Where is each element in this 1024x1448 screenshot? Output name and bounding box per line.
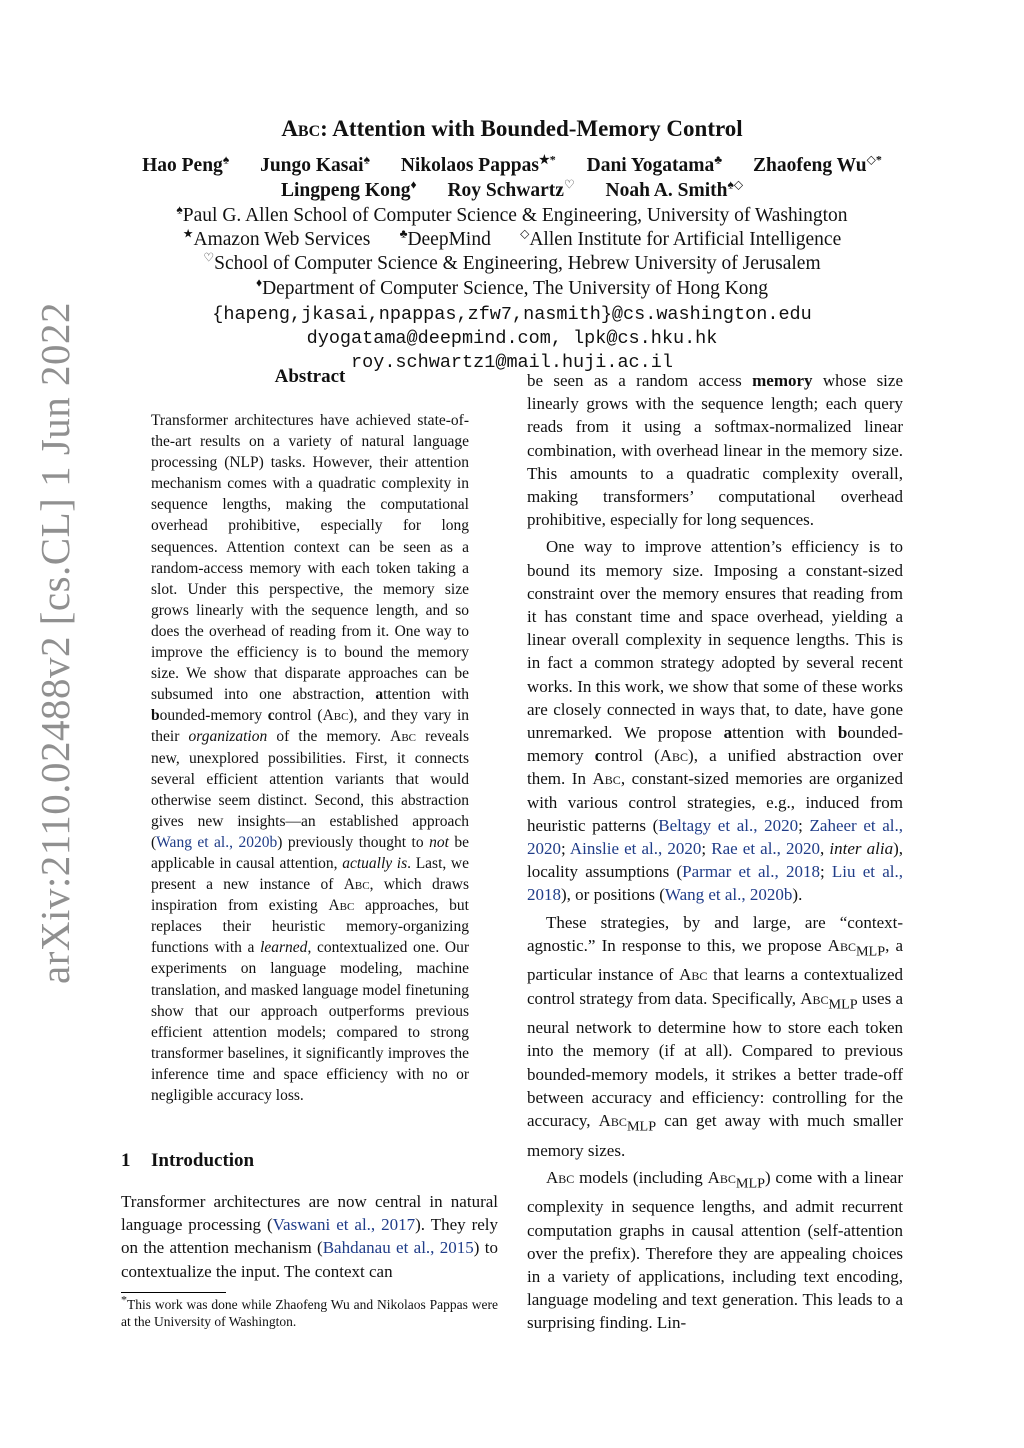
affiliation-uw: ♠Paul G. Allen School of Computer Science & Engineering, University of Washington <box>176 202 848 226</box>
affiliation-huji: ♡School of Computer Science & Engineering, Hebrew University of Jerusalem <box>203 250 821 274</box>
footnote-rule <box>121 1292 226 1293</box>
citation-link[interactable]: Vaswani et al., 2017 <box>272 1215 416 1235</box>
affiliation-line-2: ★Amazon Web Services ♣DeepMind ◇Allen Institute for Artificial Intelligence <box>182 226 842 250</box>
author: Jungo Kasai♠ <box>260 152 370 176</box>
citation-link[interactable]: Liu et al., 2018 <box>527 862 903 905</box>
paragraph: One way to improve attention’s efficiency is to bound its memory size. Imposing a constant-sized constraint over the memory ensures that reading from it has constant time and space overhead, yielding a linear overall complexity in sequence lengths. This is in fact a common strategy adopted by several recent works. In this work, we show that some of these works are closely connected in ways that, to date, have gone unremarked. We propose attention with bounded-memory control (Abc), a unified abstraction over them. In Abc, constant-sized memories are organized with various control strategies, e.g., induced from heuristic patterns (Beltagy et al., 2020; Zaheer et al., 2020; Ainslie et al., 2020; Rae et al., 2020, inter alia), locality assumptions (Parmar et al., 2018; Liu et al., 2018), or positions (Wang et al., 2020b). <box>527 537 904 905</box>
author: Dani Yogatama♣ <box>586 152 723 176</box>
affiliation-hku: ♦Department of Computer Science, The University of Hong Kong <box>255 275 769 299</box>
author-line-1 <box>0 152 1024 177</box>
right-column <box>527 369 903 1335</box>
author: Nikolaos Pappas★* <box>400 152 556 176</box>
citation-link[interactable]: Bahdanau et al., 2015 <box>322 1238 474 1258</box>
citation-link[interactable]: Parmar et al., 2018 <box>682 862 820 882</box>
footnote: *This work was done while Zhaofeng Wu and Nikolaos Pappas were at the University of Washington. <box>121 1292 498 1329</box>
citation-link[interactable]: Beltagy et al., 2020 <box>658 815 799 835</box>
author-line-2 <box>0 177 1024 202</box>
paragraph: These strategies, by and large, are “context-agnostic.” In response to this, we propose Abc$_{MLP}$, a particular instance of Abc that learns a contextualized control strategy from data. Specifically, Abc$_{MLP}$ uses a neural network to determine how to store each token into the memory (if at all). Compared to previous bounded-memory models, it strikes a better trade-off between accuracy and efficiency: controlling for the accuracy, Abc$_{MLP}$ can get away with much smaller memory sizes. <box>527 912 904 1160</box>
arxiv-sidebar-stamp: arXiv:2110.02488v2 [cs.CL] 1 Jun 2022 <box>32 301 78 984</box>
section-heading-introduction: 1 Introduction <box>121 1150 255 1171</box>
author: Roy Schwartz♡ <box>447 177 575 201</box>
intro-paragraph: Transformer architectures are now central in natural language processing (Vaswani et al., 2017). They rely on the attention mechanism (Bahdanau et al., 2015) to contextualize the input. The context can <box>121 1192 499 1281</box>
email-line-3: roy.schwartz1@mail.huji.ac.il <box>351 352 673 373</box>
paragraph: Abc models (including Abc$_{MLP}$) come with a linear complexity in sequence lengths, and admit recurrent computation graphs in causal attention (self-attention over the prefix). Therefore they are appealing choices in a variety of applications, including text encoding, language modeling and text generation. This leads to a surprising finding. Lin- <box>527 1167 903 1333</box>
abstract-heading: Abstract <box>274 366 346 387</box>
paragraph: be seen as a random access memory whose size linearly grows with the sequence length; each query reads from it using a softmax-normalized linear combination, with overhead linear in the memory size. This amounts to a quadratic complexity overall, making transformers’ computational overhead prohibitive, especially for long sequences. <box>527 371 903 530</box>
email-line-1: {hapeng,jkasai,npappas,zfw7,nasmith}@cs.washington.edu <box>212 304 812 325</box>
author: Zhaofeng Wu◇* <box>753 152 882 176</box>
title-abbr: Abc <box>281 116 321 141</box>
citation-link[interactable]: Wang et al., 2020b <box>156 833 278 851</box>
paper-title <box>0 116 1024 142</box>
author: Lingpeng Kong♦ <box>280 177 417 201</box>
author: Hao Peng♠ <box>142 152 230 176</box>
abstract-body: Transformer architectures have achieved state-of-the-art results on a variety of natural language processing (NLP) tasks. However, their attention mechanism comes with a quadratic complexity in sequence lengths, making the computational overhead prohibitive, especially for long sequences. Attention context can be seen as a random-access memory with each token taking a slot. Under this perspective, the memory size grows linearly with the sequence length, and so does the overhead of reading from it. One way to improve the efficiency is to bound the memory size. We show that disparate approaches can be subsumed into one abstraction, attention with bounded-memory control (Abc), and they vary in their organization of the memory. Abc reveals new, unexplored possibilities. First, it connects several efficient attention variants that would otherwise seem distinct. Second, this abstraction gives new insights—an established approach (Wang et al., 2020b) previously thought to not be applicable in causal attention, actually is. Last, we present a new instance of Abc, which draws inspiration from existing Abc approaches, but replaces their heuristic memory-organizing functions with a learned, contextualized one. Our experiments on language modeling, machine translation, and masked language model finetuning show that our approach outperforms previous efficient attention models; compared to strong transformer baselines, it significantly improves the inference time and space efficiency with no or negligible accuracy loss. <box>151 412 470 1104</box>
title-rest: : Attention with Bounded-Memory Control <box>320 116 743 141</box>
author: Noah A. Smith♠◇ <box>605 177 744 201</box>
citation-link[interactable]: Zaheer et al., 2020 <box>527 815 904 859</box>
citation-link[interactable]: Wang et al., 2020b <box>664 885 793 905</box>
email-line-2: dyogatama@deepmind.com, lpk@cs.hku.hk <box>306 328 718 349</box>
citation-link[interactable]: Ainslie et al., 2020 <box>569 839 702 859</box>
citation-link[interactable]: Rae et al., 2020 <box>711 839 821 859</box>
